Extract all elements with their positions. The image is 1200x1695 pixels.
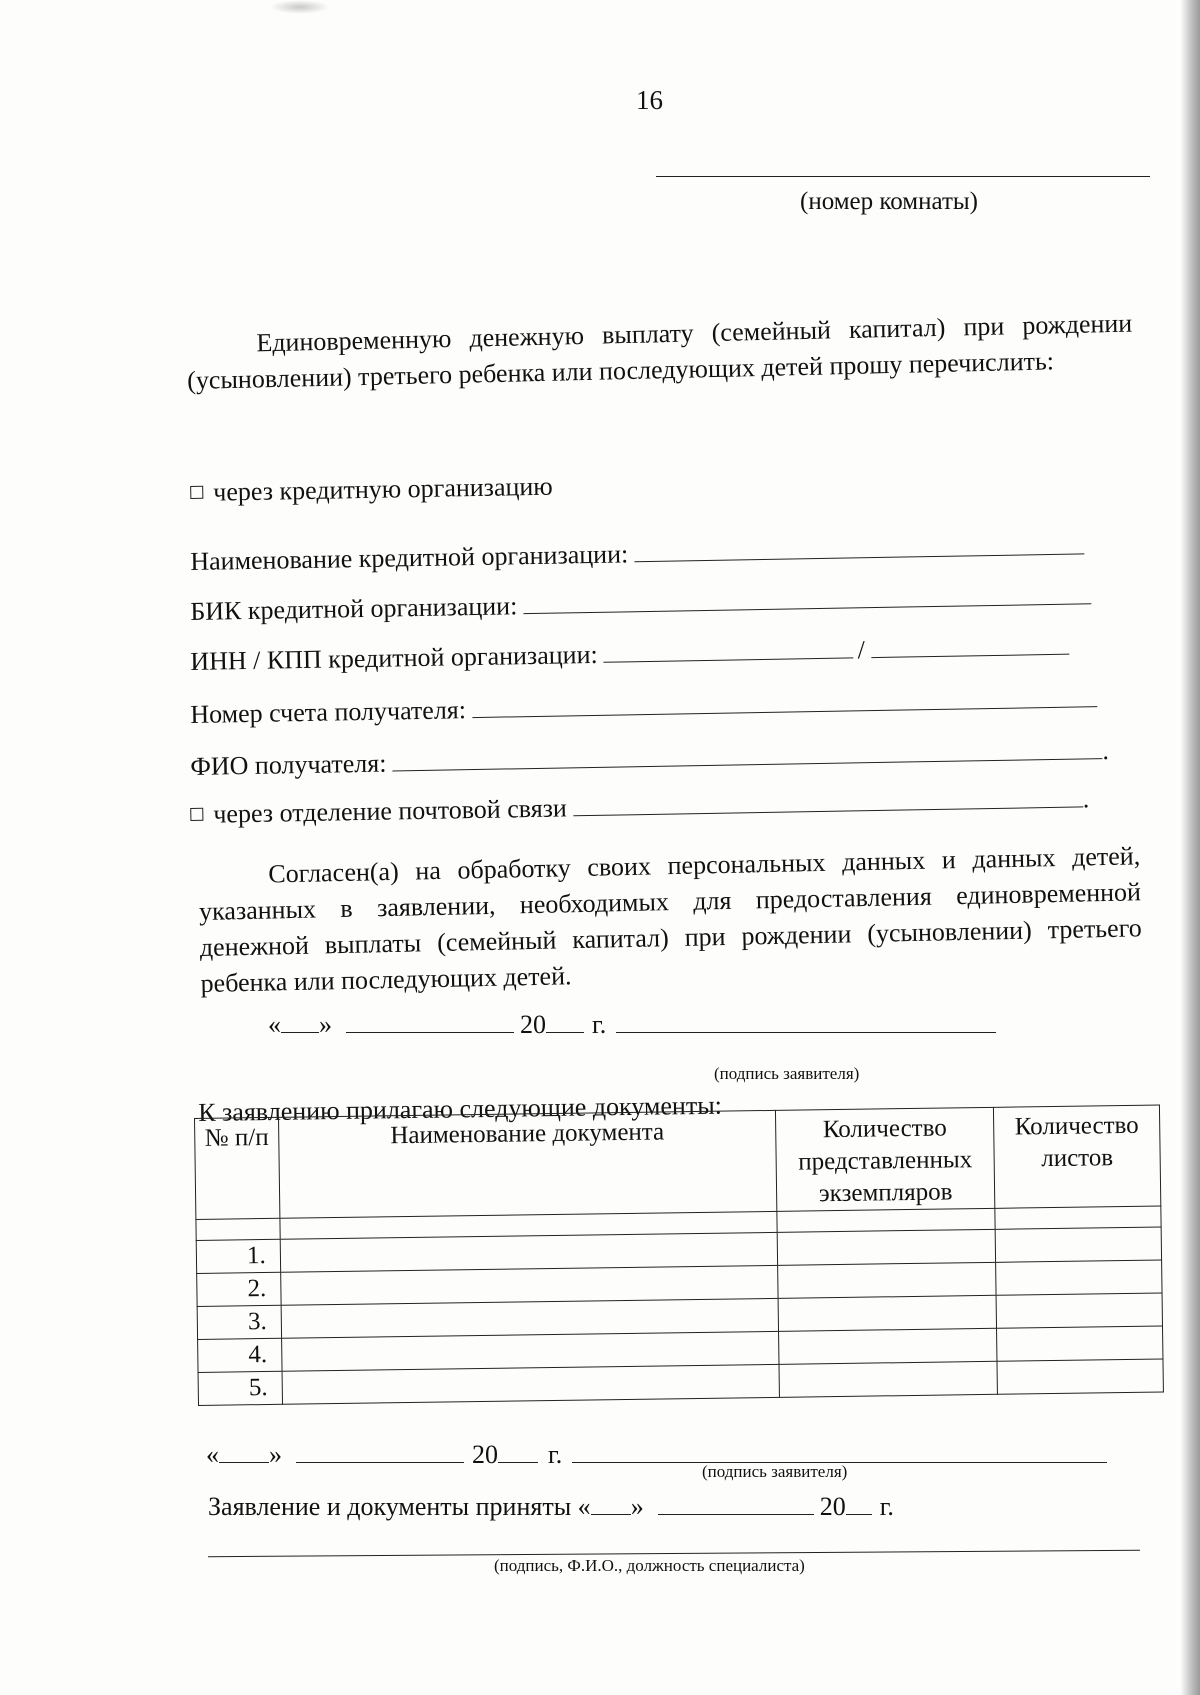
month-blank[interactable]: [346, 1008, 514, 1033]
sheets-cell[interactable]: [996, 1293, 1162, 1328]
copies-cell[interactable]: [778, 1262, 996, 1298]
account-label: Номер счета получателя:: [190, 695, 467, 729]
final-date-row: [206, 1438, 1107, 1470]
row-number: 1.: [196, 1239, 280, 1273]
account-input-line[interactable]: [472, 680, 1097, 718]
documents-header-row: [195, 1105, 1161, 1219]
recipient-label: ФИО получателя:: [190, 748, 387, 781]
recipient-input-line[interactable]: [392, 732, 1102, 771]
consent-paragraph: [198, 838, 1143, 1002]
day-blank[interactable]: [281, 1008, 319, 1033]
credit-org-label: через кредитную организацию: [212, 471, 553, 507]
bik-input-line[interactable]: [523, 577, 1091, 614]
applicant-signature-line[interactable]: [572, 1438, 1107, 1463]
accepted-row: [208, 1490, 894, 1522]
applicant-signature-line[interactable]: [616, 1008, 996, 1033]
spacer-cell: [777, 1208, 995, 1232]
bik-label: БИК кредитной организации:: [190, 591, 518, 626]
scan-artifact: [270, 0, 330, 14]
accepted-day-blank[interactable]: [591, 1490, 631, 1515]
close-quote: »: [319, 1010, 332, 1039]
post-office-label: через отделение почтовой связи: [213, 793, 568, 829]
applicant-signature-caption: (подпись заявителя): [714, 1064, 860, 1083]
inn-kpp-separator: /: [857, 635, 866, 665]
spacer-cell: [196, 1218, 280, 1240]
accepted-year-blank[interactable]: [846, 1490, 872, 1515]
post-office-input-line[interactable]: [572, 780, 1082, 816]
copies-cell[interactable]: [779, 1361, 997, 1397]
option-credit-org[interactable]: [190, 472, 553, 508]
year-suffix: г.: [592, 1010, 607, 1039]
account-field: [190, 680, 1097, 730]
sheets-cell[interactable]: [997, 1359, 1163, 1394]
open-quote: «: [268, 1010, 281, 1039]
day-blank[interactable]: [219, 1438, 269, 1463]
copies-cell[interactable]: [777, 1229, 995, 1265]
consent-text: Согласен(а) на обработку своих персональных данных и данных детей, указанных в заявлении, необходимых для предоставления единовременной денежной выплаты (семейный капитал) при рождении (усыновлении) третьего ребенка или последующих детей.: [198, 841, 1142, 998]
documents-table: [194, 1105, 1164, 1406]
open-quote: «: [206, 1440, 219, 1469]
option-post-office: [190, 780, 1090, 830]
payment-request-paragraph: [186, 306, 1133, 399]
row-number: 5.: [198, 1371, 282, 1405]
header-sheets: Количество листов: [993, 1105, 1160, 1208]
inn-input-line[interactable]: [603, 631, 853, 662]
post-office-checkbox[interactable]: [190, 808, 203, 821]
accepted-month-blank[interactable]: [658, 1490, 814, 1515]
year-blank[interactable]: [546, 1008, 584, 1033]
documents-caption: К заявлению прилагаю следующие документы:: [198, 1090, 723, 1127]
room-number-line[interactable]: [656, 176, 1150, 177]
accepted-label: Заявление и документы приняты «: [208, 1492, 591, 1521]
recipient-terminal-dot: .: [1102, 735, 1110, 766]
copies-cell[interactable]: [779, 1328, 997, 1364]
inn-kpp-label: ИНН / КПП кредитной организации:: [190, 639, 598, 676]
header-copies: Количество представленных экземпляров: [776, 1107, 995, 1211]
doc-name-cell[interactable]: [282, 1364, 780, 1404]
accepted-close-quote: »: [630, 1492, 644, 1521]
credit-org-checkbox[interactable]: [190, 486, 203, 499]
inn-kpp-field: [190, 628, 1069, 677]
accepted-year-suffix: г.: [879, 1492, 894, 1521]
row-number: 3.: [197, 1305, 281, 1339]
row-number: 2.: [197, 1272, 281, 1306]
recipient-field: [190, 732, 1109, 782]
year-suffix: г.: [548, 1440, 563, 1469]
header-doc-name: Наименование документа: [278, 1110, 777, 1218]
org-name-field: [190, 527, 1084, 577]
close-quote: »: [269, 1440, 282, 1469]
sheets-cell[interactable]: [997, 1326, 1163, 1361]
sheets-cell[interactable]: [995, 1227, 1161, 1262]
year-prefix: 20: [472, 1440, 498, 1469]
header-number: № п/п: [195, 1117, 280, 1219]
room-number-caption: (номер комнаты): [800, 188, 978, 215]
spacer-cell: [995, 1206, 1161, 1229]
applicant-signature-caption: (подпись заявителя): [702, 1462, 848, 1481]
copies-cell[interactable]: [778, 1295, 996, 1331]
kpp-input-line[interactable]: [871, 628, 1069, 658]
post-office-terminal-dot: .: [1082, 784, 1090, 814]
row-number: 4.: [198, 1338, 282, 1372]
page-number: 16: [636, 85, 663, 115]
year-prefix: 20: [520, 1010, 546, 1039]
sheets-cell[interactable]: [996, 1260, 1162, 1295]
org-name-input-line[interactable]: [634, 527, 1084, 562]
specialist-signature-caption: (подпись, Ф.И.О., должность специалиста): [494, 1556, 805, 1575]
scan-edge: [1180, 0, 1200, 1695]
org-name-label: Наименование кредитной организации:: [190, 539, 629, 576]
consent-date-row: [268, 1008, 996, 1040]
bik-field: [190, 577, 1091, 627]
accepted-year-prefix: 20: [819, 1492, 846, 1521]
month-blank[interactable]: [296, 1438, 464, 1463]
year-blank[interactable]: [498, 1438, 538, 1463]
payment-request-text: Единовременную денежную выплату (семейный капитал) при рождении (усыновлении) третьего ребенка или последующих детей прошу перечислить:: [186, 308, 1133, 395]
